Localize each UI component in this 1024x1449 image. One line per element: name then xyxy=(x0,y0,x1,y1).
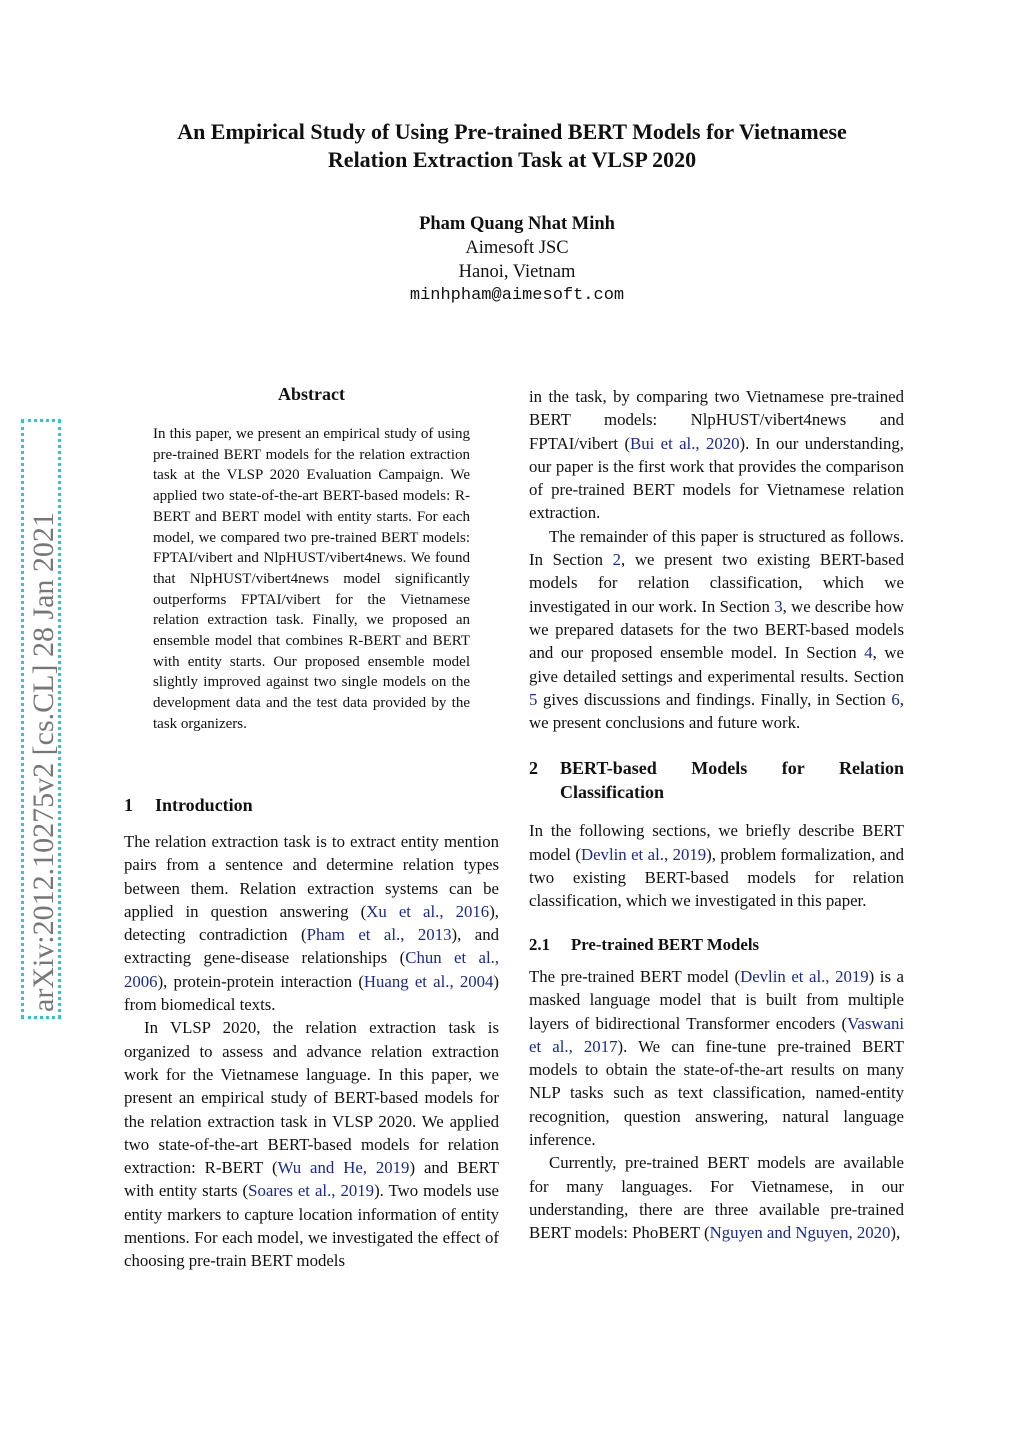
citation-wu-he-2019[interactable]: Wu and He, 2019 xyxy=(277,1158,410,1178)
text-run: The remainder of this paper is structured as follows. In Section xyxy=(529,526,904,570)
author-block xyxy=(312,212,722,308)
text-run: The relation extraction task is to extract entity mention pairs from a sentence and determine relation types between them. Relation extraction systems can be applied in question answering ( xyxy=(124,832,499,921)
citation-chun-2006[interactable]: Chun et al., 2006 xyxy=(124,948,499,991)
text-run: ) from biomedical texts. xyxy=(124,971,499,1015)
citation-huang-2004[interactable]: Huang et al., 2004 xyxy=(363,971,494,991)
text-run: ), xyxy=(890,1223,901,1243)
text-run: , we present conclusions and future work. xyxy=(529,689,904,733)
abstract-text: In this paper, we present an empirical study of using pre-trained BERT models for the relation extraction task at the VLSP 2020 Evaluation Campaign. We applied two state-of-the-art BERT-based models: R-BERT and BERT model with entity starts. For each model, we compared two pre-trained BERT models: FPTAI/vibert and NlpHUST/vibert4news. We found that NlpHUST/vibert4news model significantly outperforms FPTAI/vibert for the Vietnamese relation extraction task. Finally, we proposed an ensemble model that combines R-BERT and BERT with entity starts. Our proposed ensemble model slightly improved against two single models on the development data and the test data provided by the task organizers. xyxy=(153,426,470,732)
section-heading-bert xyxy=(529,756,904,804)
bert-paragraph-1 xyxy=(529,819,904,912)
pretrained-paragraph-1 xyxy=(529,965,904,1151)
citation-soares-2019[interactable]: Soares et al., 2019 xyxy=(248,1181,375,1201)
subsection-heading-pretrained xyxy=(529,933,904,956)
citation-bui-2020[interactable]: Bui et al., 2020 xyxy=(630,433,740,453)
text-run: ) is a masked language model that is built from multiple layers of bidirectional Transformer encoders ( xyxy=(529,966,905,1033)
left-column xyxy=(124,793,499,1273)
paper-title xyxy=(100,118,924,174)
text-run: The pre-trained BERT model ( xyxy=(529,966,741,986)
text-run: , we describe how we prepared datasets for the two BERT-based models and our proposed ensemble model. In Section xyxy=(529,596,905,663)
citation-xu-2016[interactable]: Xu et al., 2016 xyxy=(366,901,490,921)
author-email: minhpham@aimesoft.com xyxy=(409,286,625,305)
citation-nguyen-2020[interactable]: Nguyen and Nguyen, 2020 xyxy=(709,1223,891,1243)
text-run: ), problem formalization, and two existing BERT-based models for relation classification, which we investigated in this paper. xyxy=(529,844,905,911)
intro-paragraph-4 xyxy=(529,525,904,735)
section-heading-intro xyxy=(124,793,499,817)
citation-devlin-2019[interactable]: Devlin et al., 2019 xyxy=(580,844,707,864)
citation-pham-2013[interactable]: Pham et al., 2013 xyxy=(306,925,452,945)
text-run: ), detecting contradiction ( xyxy=(124,901,499,945)
section-ref-2[interactable]: 2 xyxy=(612,550,622,570)
text-run: In VLSP 2020, the relation extraction task is organized to assess and advance relation extraction work for the Vietnamese language. In this paper, we present an empirical study of BERT-based models for the relation extraction task in VLSP 2020. We applied two state-of-the-art BERT-based models for relation extraction: R-BERT ( xyxy=(124,1018,499,1178)
intro-paragraph-1 xyxy=(124,830,499,1016)
subsection-number: 2.1 xyxy=(529,934,550,954)
intro-paragraph-3 xyxy=(529,385,904,525)
section-ref-6[interactable]: 6 xyxy=(891,689,900,709)
section-number: 2 xyxy=(529,758,538,779)
abstract-heading: Abstract xyxy=(278,384,345,404)
arxiv-stamp: arXiv:2012.10275v2 [cs.CL] 28 Jan 2021 xyxy=(21,419,61,1019)
subsection-title: Pre-trained BERT Models xyxy=(571,934,760,954)
title-line-2: Relation Extraction Task at VLSP 2020 xyxy=(327,147,697,172)
right-column xyxy=(529,385,904,1245)
pretrained-paragraph-2 xyxy=(529,1151,904,1244)
title-line-1: An Empirical Study of Using Pre-trained BERT Models for Vietnamese xyxy=(177,119,847,144)
citation-vaswani-2017[interactable]: Vaswani et al., 2017 xyxy=(529,1013,904,1056)
author-affiliation: Aimesoft JSC xyxy=(465,238,569,258)
text-run: ) and BERT with entity starts ( xyxy=(124,1158,500,1201)
section-ref-3[interactable]: 3 xyxy=(774,596,783,616)
text-run: In the following sections, we briefly describe BERT model ( xyxy=(529,821,904,864)
section-title: BERT-based Models for Relation Classification xyxy=(560,758,904,803)
section-ref-4[interactable]: 4 xyxy=(864,643,873,663)
section-number: 1 xyxy=(124,795,133,815)
text-run: gives discussions and findings. Finally, in Section xyxy=(537,689,892,709)
text-run: ), protein-protein interaction ( xyxy=(157,971,364,991)
text-run: , we present two existing BERT-based models for relation classification, which we investigated in our work. In Section xyxy=(529,550,904,616)
author-location: Hanoi, Vietnam xyxy=(458,262,576,282)
text-run: ), and extracting gene-disease relationships ( xyxy=(124,925,499,968)
section-title: Introduction xyxy=(155,795,253,815)
author-name: Pham Quang Nhat Minh xyxy=(419,214,615,234)
text-run: in the task, by comparing two Vietnamese pre-trained BERT models: NlpHUST/vibert4news and FPTAI/vibert ( xyxy=(529,387,904,453)
text-run: , we give detailed settings and experimental results. Section xyxy=(529,643,904,686)
section-ref-5[interactable]: 5 xyxy=(529,689,538,709)
text-run: ). We can fine-tune pre-trained BERT models to obtain the state-of-the-art results on many NLP tasks such as text classification, named-entity recognition, question answering, natural language inference. xyxy=(529,1036,904,1150)
intro-paragraph-2 xyxy=(124,1016,499,1272)
text-run: ). Two models use entity markers to capture location information of entity mentions. For each model, we investigated the effect of choosing pre-train BERT models xyxy=(124,1181,500,1271)
citation-devlin-2019-b[interactable]: Devlin et al., 2019 xyxy=(740,966,869,986)
text-run: ). In our understanding, our paper is the first work that provides the comparison of pre-trained BERT models for Vietnamese relation extraction. xyxy=(529,433,904,523)
text-run: Currently, pre-trained BERT models are available for many languages. For Vietnamese, in our understanding, there are three available pre-trained BERT models: PhoBERT ( xyxy=(529,1153,904,1243)
